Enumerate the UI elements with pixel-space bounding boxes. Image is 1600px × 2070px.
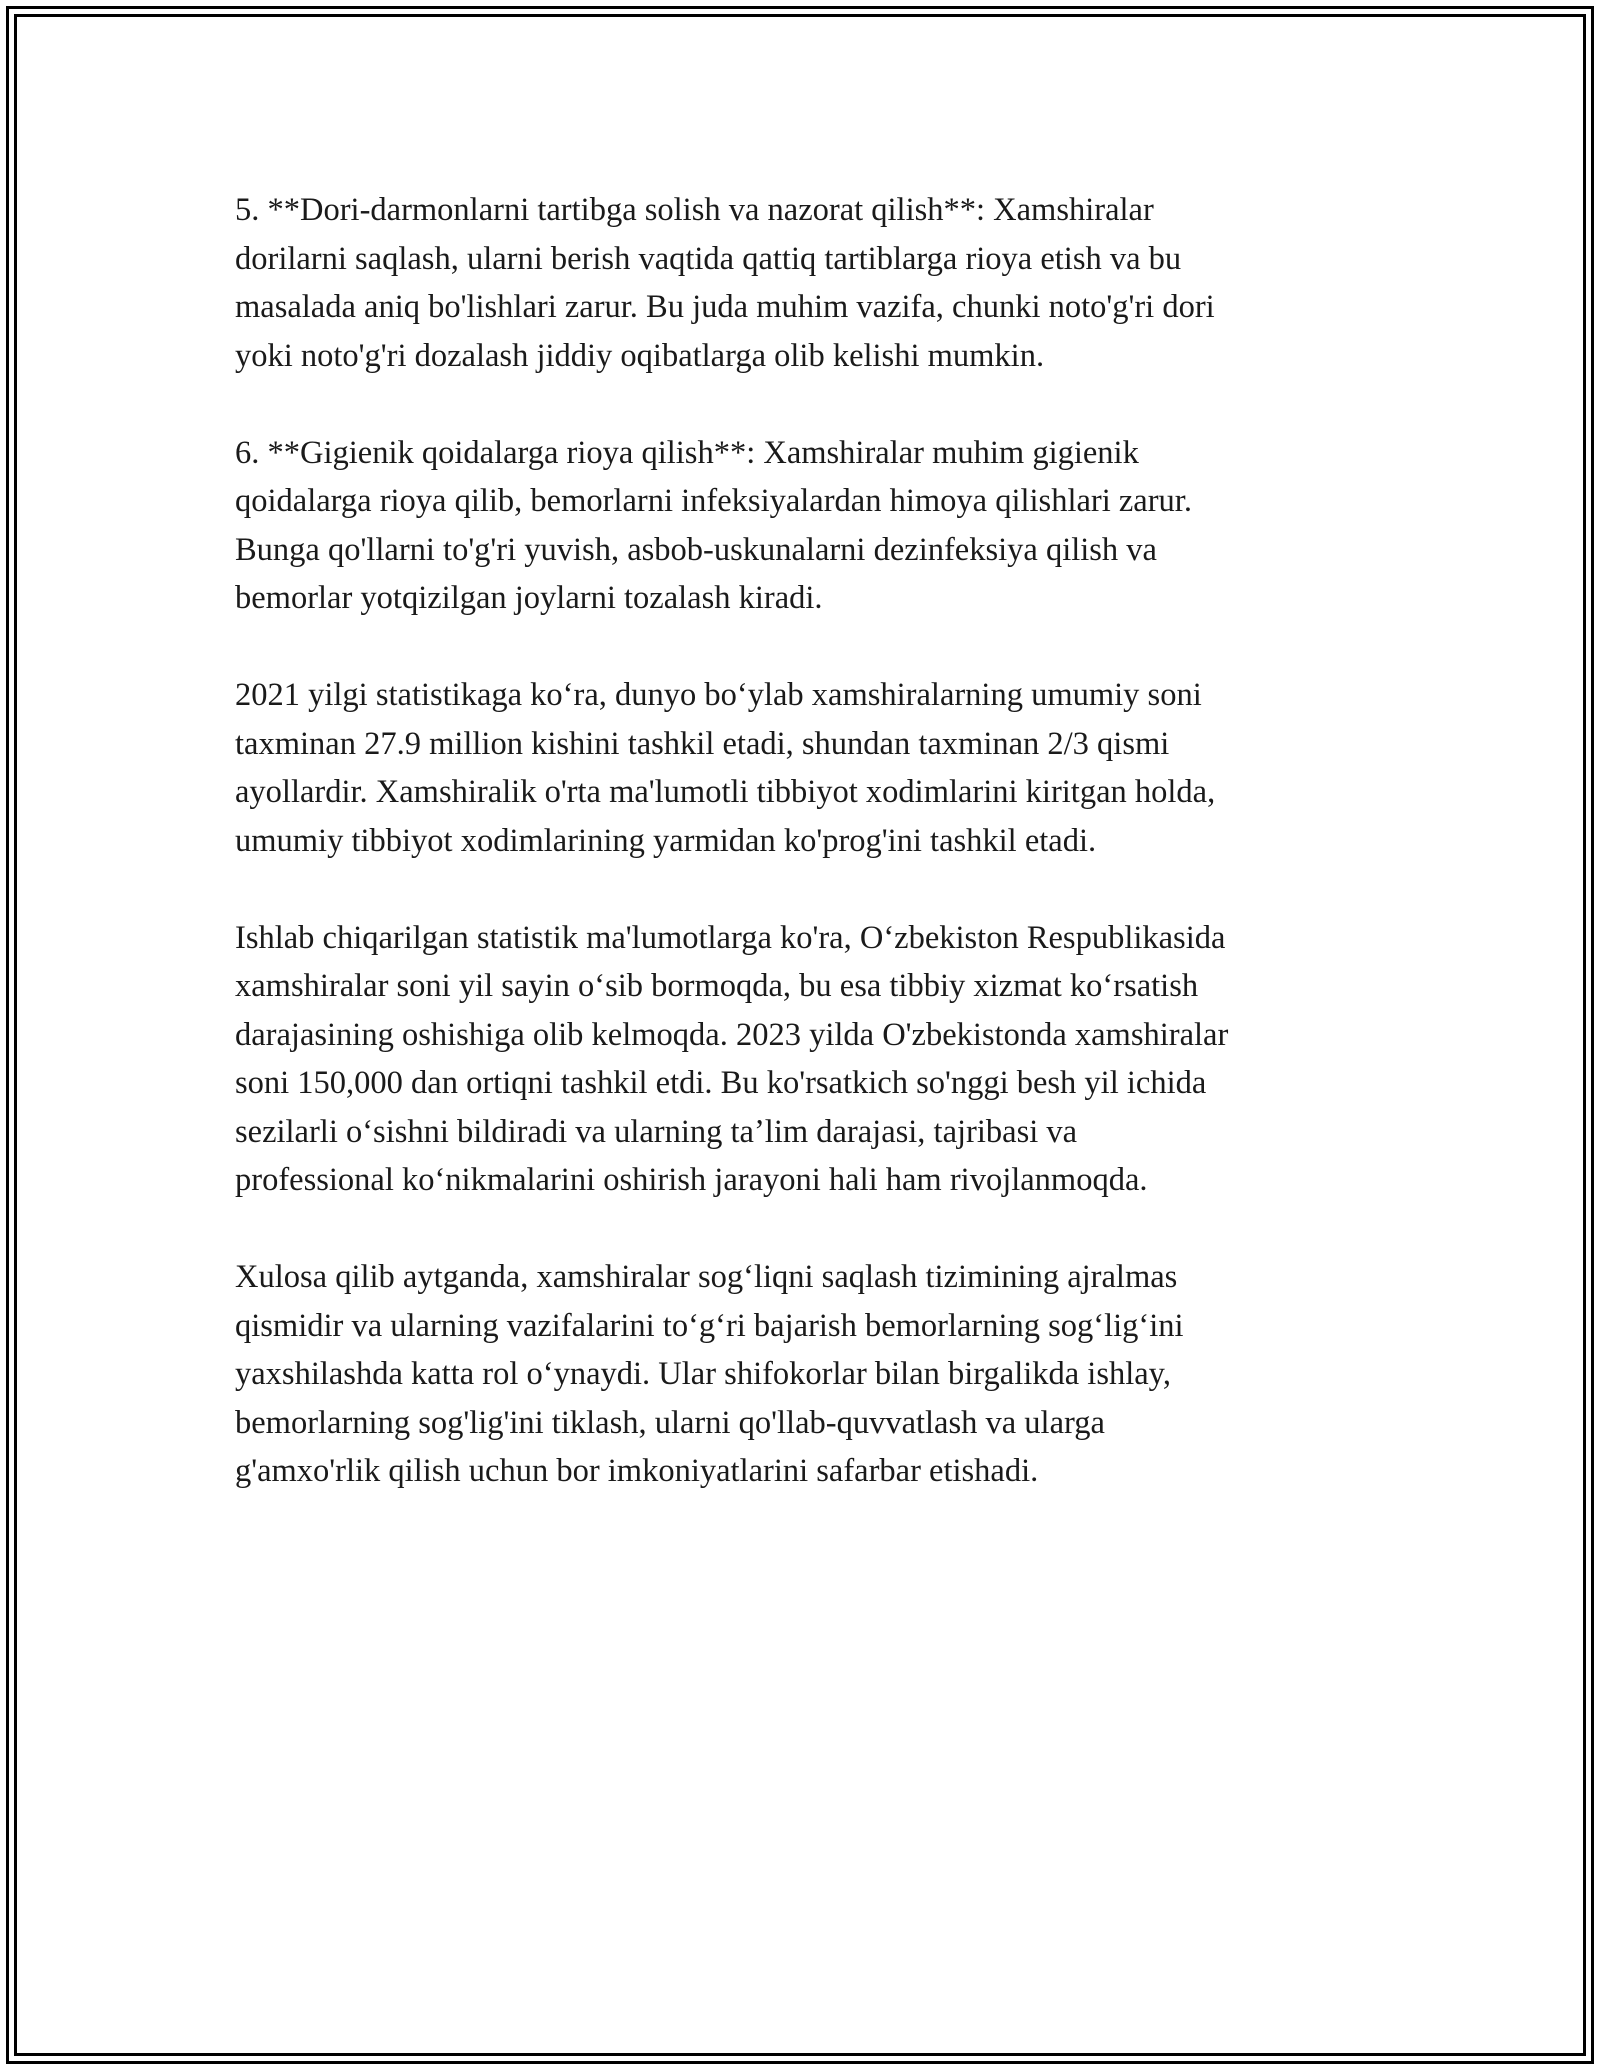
paragraph-hygiene-rules: 6. **Gigienik qoidalarga rioya qilish**: Xamshiralar muhim gigienik qoidalarga rioya qilib, bemorlarni infeksiyalardan himoya qilishlari zarur. Bunga qo'llarni to'g'ri yuvish, asbob-uskunalarni dezinfeksiya qilish va bemorlar yotqizilgan joylarni tozalash kiradi. — [235, 434, 1192, 616]
paragraph-medication-control: 5. **Dori-darmonlarni tartibga solish va nazorat qilish**: Xamshiralar dorilarni saqlash, ularni berish vaqtida qattiq tartiblarga rioya etish va bu masalada aniq bo'lishlari zarur. Bu juda muhim vazifa, chunki noto'g'ri dori yoki noto'g'ri dozalash jiddiy oqibatlarga olib kelishi mumkin. — [235, 192, 1215, 374]
paragraph-world-statistics: 2021 yilgi statistikaga koʻra, dunyo boʻylab xamshiralarning umumiy soni taxminan 27.9 million kishini tashkil etadi, shundan taxminan 2/3 qismi ayollardir. Xamshiralik o'rta ma'lumotli tibbiyot xodimlarini kiritgan holda, umumiy tibbiyot xodimlarining yarmidan ko'prog'ini tashkil etadi. — [235, 677, 1216, 859]
document-body — [235, 186, 1365, 1544]
paragraph-uzbekistan-statistics: Ishlab chiqarilgan statistik ma'lumotlarga ko'ra, Oʻzbekiston Respublikasida xamshiralar soni yil sayin oʻsib bormoqda, bu esa tibbiy xizmat koʻrsatish darajasining oshishiga olib kelmoqda. 2023 yilda O'zbekistonda xamshiralar soni 150,000 dan ortiqni tashkil etdi. Bu ko'rsatkich so'nggi besh yil ichida sezilarli oʻsishni bildiradi va ularning taʼlim darajasi, tajribasi va professional koʻnikmalarini oshirish jarayoni hali ham rivojlanmoqda. — [235, 919, 1229, 1198]
paragraph-conclusion: Xulosa qilib aytganda, xamshiralar sogʻliqni saqlash tizimining ajralmas qismidir va ularning vazifalarini toʻgʻri bajarish bemorlarning sogʻligʻini yaxshilashda katta rol oʻynaydi. Ular shifokorlar bilan birgalikda ishlay, bemorlarning sog'lig'ini tiklash, ularni qo'llab-quvvatlash va ularga g'amxo'rlik qilish uchun bor imkoniyatlarini safarbar etishadi. — [235, 1259, 1184, 1489]
